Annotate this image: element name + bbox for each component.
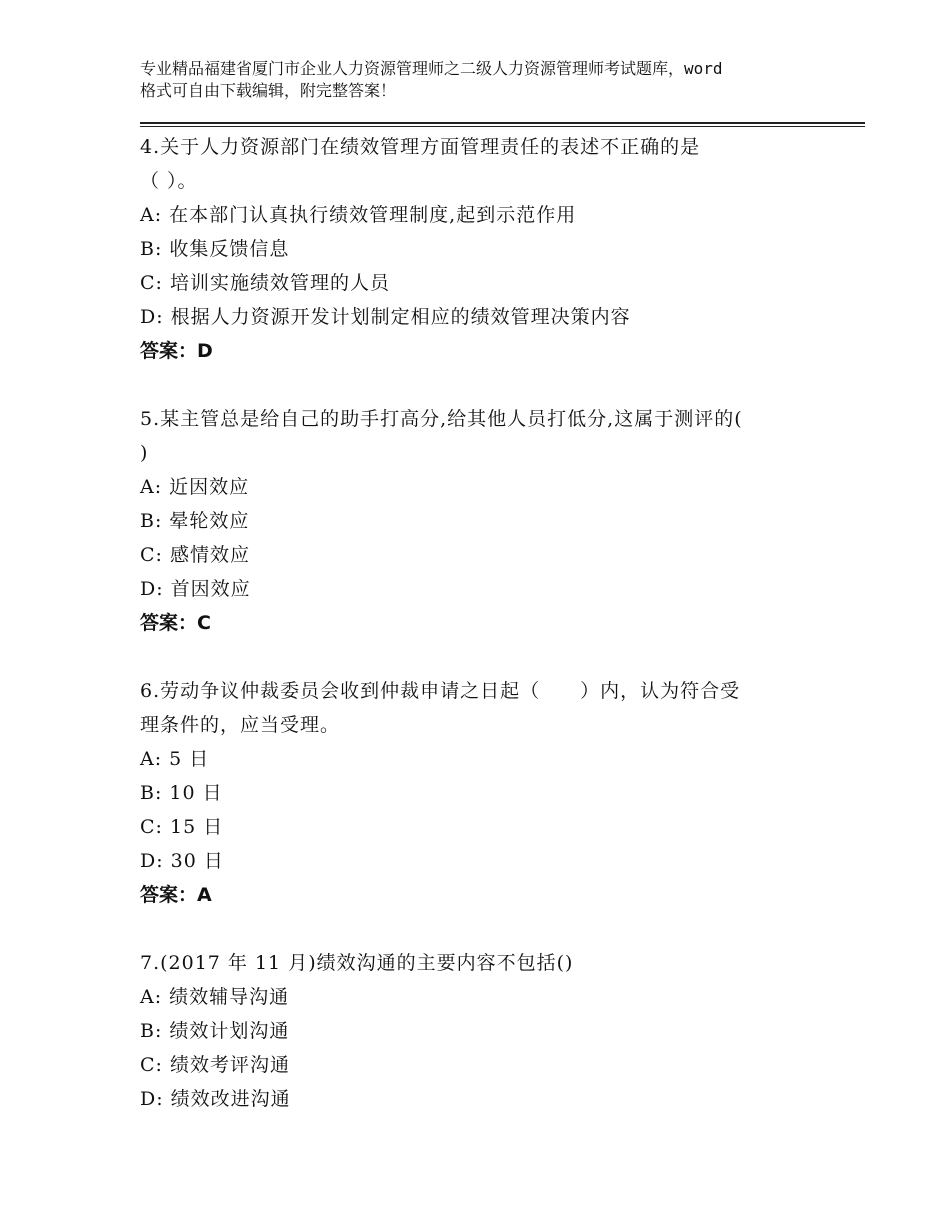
option-b: B: 10 日: [140, 782, 223, 804]
question-stem-continued: （ ）。: [140, 170, 198, 192]
header-line-1: 专业精品福建省厦门市企业人力资源管理师之二级人力资源管理师考试题库，word: [140, 59, 723, 78]
option-c: C: 感情效应: [140, 544, 250, 566]
header-divider-thick: [140, 122, 865, 124]
question-stem: 5.某主管总是给自己的助手打高分,给其他人员打低分,这属于测评的(: [140, 408, 743, 430]
question-stem: 7.(2017 年 11 月)绩效沟通的主要内容不包括(): [140, 952, 574, 974]
answer-label: 答案：C: [140, 612, 211, 634]
question-stem-continued: 理条件的，应当受理。: [140, 714, 341, 736]
question-6: [140, 674, 820, 912]
question-5: [140, 402, 820, 640]
option-d: D: 根据人力资源开发计划制定相应的绩效管理决策内容: [140, 306, 631, 328]
answer-label: 答案：A: [140, 884, 212, 906]
header-divider-thin: [140, 126, 865, 127]
option-b: B: 晕轮效应: [140, 510, 250, 532]
question-stem: 4.关于人力资源部门在绩效管理方面管理责任的表述不正确的是: [140, 136, 701, 158]
option-d: D: 30 日: [140, 850, 224, 872]
question-list: [140, 130, 820, 1150]
question-4: [140, 130, 820, 368]
document-header: [140, 58, 840, 102]
option-c: C: 培训实施绩效管理的人员: [140, 272, 390, 294]
option-c: C: 绩效考评沟通: [140, 1054, 290, 1076]
option-d: D: 绩效改进沟通: [140, 1088, 291, 1110]
option-b: B: 绩效计划沟通: [140, 1020, 290, 1042]
option-b: B: 收集反馈信息: [140, 238, 290, 260]
option-d: D: 首因效应: [140, 578, 251, 600]
answer-label: 答案：D: [140, 340, 213, 362]
question-stem: 6.劳动争议仲裁委员会收到仲裁申请之日起（ ）内，认为符合受: [140, 680, 741, 702]
option-a: A: 在本部门认真执行绩效管理制度,起到示范作用: [140, 204, 577, 226]
option-a: A: 5 日: [140, 748, 210, 770]
option-c: C: 15 日: [140, 816, 224, 838]
option-a: A: 绩效辅导沟通: [140, 986, 290, 1008]
option-a: A: 近因效应: [140, 476, 250, 498]
question-stem-continued: ): [140, 442, 149, 464]
question-7: [140, 946, 820, 1116]
header-line-2: 格式可自由下载编辑，附完整答案！: [140, 81, 397, 100]
